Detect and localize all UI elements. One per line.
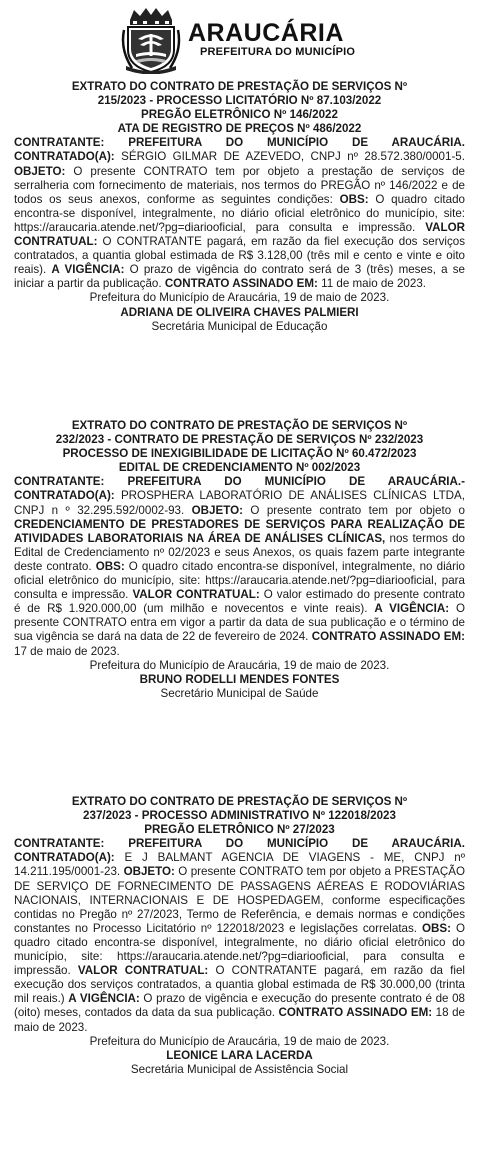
valor-value: O valor estimado do presente contrato é de R$ 1.920.000,00 (um milhão e novecentos e vinte reais). [14,588,465,616]
objeto-label: OBJETO: [14,164,66,178]
page-header [0,0,479,74]
vigencia-value: O prazo de vigência e execução do presente contrato é de 08 (oito) meses, contados da data da sua publicação. [14,992,465,1020]
valor-label: VALOR CONTRATUAL: [14,220,465,249]
obs-label: OBS: [339,192,369,206]
assinado-label: CONTRATO ASSINADO EM: [311,630,465,644]
obs-label: OBS: [95,559,125,573]
contratante-label: CONTRATANTE: [14,475,105,489]
contratado-value: PROSPHERA LABORATÓRIO DE ANÁLISES CLÍNICAS LTDA, CNPJ n º 32.295.592/0002-93. [14,489,465,517]
obs-label: OBS: [422,921,451,935]
local-date: Prefeitura do Município de Araucária, 19 de maio de 2023. [89,291,390,305]
obs-value: O quadro citado encontra-se disponível, integralmente, no diário oficial eletrônico do município, site: https://araucaria.atende.net/?pg=diariooficial, para consulta e impressão. [14,192,465,234]
extract-title [14,80,465,136]
contratante-value: PREFEITURA DO MUNICÍPIO DE ARAUCÁRIA.- [127,475,465,489]
contratante-value: PREFEITURA DO MUNICÍPIO DE ARAUCÁRIA. [128,136,465,150]
signer-role: Secretária Municipal de Assistência Social [130,1062,349,1076]
objeto-value-pre: O presente contrato tem por objeto o [250,503,465,517]
contratado-label: CONTRATADO(A): [14,150,115,164]
objeto-value-post: nos termos do Edital de Credenciamento nº 02/2023 e seus Anexos, os quais fazem parte integrante deste contrato. [14,531,465,573]
objeto-value: O presente CONTRATO tem por objeto a prestação de serviços de serralheria com fornecimento de materiais, nos termos do PREGÃO nº 146/2022 e de todos os seus anexos, conforme as seguintes condições: [14,164,465,206]
valor-value: O CONTRATANTE pagará, em razão da fiel execução dos serviços contratados, a quantia global estimada de R$ 3.128,00 (três mil e cento e vinte e oito reais). [14,235,465,277]
title-line: 215/2023 - PROCESSO LICITATÓRIO Nº 87.103/2022 [97,94,382,108]
signer-role: Secretário Municipal de Saúde [160,686,319,700]
title-line: PREGÃO ELETRÔNICO Nº 27/2023 [144,823,335,837]
brand-block [188,20,355,58]
contratante-label: CONTRATANTE: [14,136,105,150]
vigencia-value: O presente CONTRATO entra em vigor a partir da data de sua publicação e o término de sua vigência se dará na data de 22 de fevereiro de 2024. [14,602,465,644]
contratado-value: E J BALMANT AGENCIA DE VIAGENS - ME, CNPJ nº 14.211.195/0001-23. [14,851,465,879]
local-date: Prefeitura do Município de Araucária, 19 de maio de 2023. [89,658,390,672]
brand-subtitle: PREFEITURA DO MUNICÍPIO [200,46,356,58]
assinado-value: 11 de maio de 2023. [321,277,426,291]
objeto-value: O presente CONTRATO tem por objeto a PRESTAÇÃO DE SERVIÇO DE FORNECIMENTO DE PASSAGENS AÉREAS E RODOVIÁRIAS NACIONAIS, INTERNACIONAIS E DE HOSPEDAGEM, conforme especificações contidas no Pregão nº 27/2023, Termo de Referência, e demais normas e condições constantes no Processo Licitatório nº 122018/2023 e legislações correlatas. [14,865,465,935]
title-line: 232/2023 - CONTRATO DE PRESTAÇÃO DE SERVIÇOS Nº 232/2023 [55,433,424,447]
objeto-label: OBJETO: [123,865,175,879]
contratante-value: PREFEITURA DO MUNICÍPIO DE ARAUCÁRIA. [128,837,465,851]
title-line: 237/2023 - PROCESSO ADMINISTRATIVO Nº 122018/2023 [83,809,396,823]
extract-body [14,136,465,291]
obs-value: O quadro citado encontra-se disponível, integralmente, no diário oficial eletrônico do município, site: https://araucaria.atende.net/?pg=diariooficial, para consulta e impressão. [14,921,465,978]
title-line: EDITAL DE CREDENCIAMENTO Nº 002/2023 [118,461,361,475]
signer-role: Secretária Municipal de Educação [151,319,328,333]
contract-extract-3 [14,795,465,1077]
contratante-label: CONTRATANTE: [14,837,105,851]
signer-name: BRUNO RODELLI MENDES FONTES [139,672,340,686]
valor-label: VALOR CONTRATUAL: [77,964,209,978]
contratado-label: CONTRATADO(A): [14,489,115,503]
signer-name: LEONICE LARA LACERDA [166,1048,313,1062]
contract-extract-1 [14,80,465,334]
valor-label: VALOR CONTRATUAL: [132,588,260,602]
extract-body [14,475,465,658]
contratado-label: CONTRATADO(A): [14,851,115,865]
extract-title [14,795,465,837]
signer-name: ADRIANA DE OLIVEIRA CHAVES PALMIERI [120,305,359,319]
assinado-value: 18 de maio de 2023. [14,1006,465,1034]
objeto-label: OBJETO: [191,503,243,517]
title-line: PREGÃO ELETRÔNICO Nº 146/2022 [141,108,338,122]
title-line: EXTRATO DO CONTRATO DE PRESTAÇÃO DE SERVIÇOS Nº [71,419,408,432]
extract-body [14,837,465,1034]
assinado-label: CONTRATO ASSINADO EM: [278,1006,433,1020]
obs-value: O quadro citado encontra-se disponível, integralmente, no diário oficial eletrônico do município, site: https://araucaria.atende.net/?pg=diariooficial, para consulta e impressão. [14,559,465,602]
local-date: Prefeitura do Município de Araucária, 19 de maio de 2023. [89,1034,390,1048]
municipal-coat-of-arms-icon [120,6,182,74]
contract-extract-2 [14,419,465,701]
title-line: ATA DE REGISTRO DE PREÇOS Nº 486/2022 [117,122,362,136]
title-line: EXTRATO DO CONTRATO DE PRESTAÇÃO DE SERVIÇOS Nº [71,795,408,808]
valor-value: O CONTRATANTE pagará, em razão da fiel execução dos serviços contratados, a quantia global estimada de R$ 30.000,00 (trinta mil reais.) [14,964,465,1006]
vigencia-value: O prazo de vigência do contrato será de 3 (três) meses, a se iniciar a partir da publicação. [14,263,465,291]
vigencia-label: A VIGÊNCIA: [51,263,125,277]
brand-name: ARAUCÁRIA [188,19,344,47]
extract-title [14,419,465,475]
objeto-emphasis: CREDENCIAMENTO DE PRESTADORES DE SERVIÇOS PARA REALIZAÇÃO DE ATIVIDADES LABORATORIAIS NA ÁREA DE ANÁLISES CLÍNICAS, [14,517,465,545]
title-line: EXTRATO DO CONTRATO DE PRESTAÇÃO DE SERVIÇOS Nº [71,80,408,93]
contratado-value: SÉRGIO GILMAR DE AZEVEDO, CNPJ nº 28.572.380/0001-5. [121,150,465,164]
assinado-label: CONTRATO ASSINADO EM: [164,277,318,291]
assinado-value: 17 de maio de 2023. [14,644,120,658]
title-line: PROCESSO DE INEXIGIBILIDADE DE LICITAÇÃO Nº 60.472/2023 [62,447,417,461]
vigencia-label: A VIGÊNCIA: [68,992,140,1006]
vigencia-label: A VIGÊNCIA: [374,602,450,616]
